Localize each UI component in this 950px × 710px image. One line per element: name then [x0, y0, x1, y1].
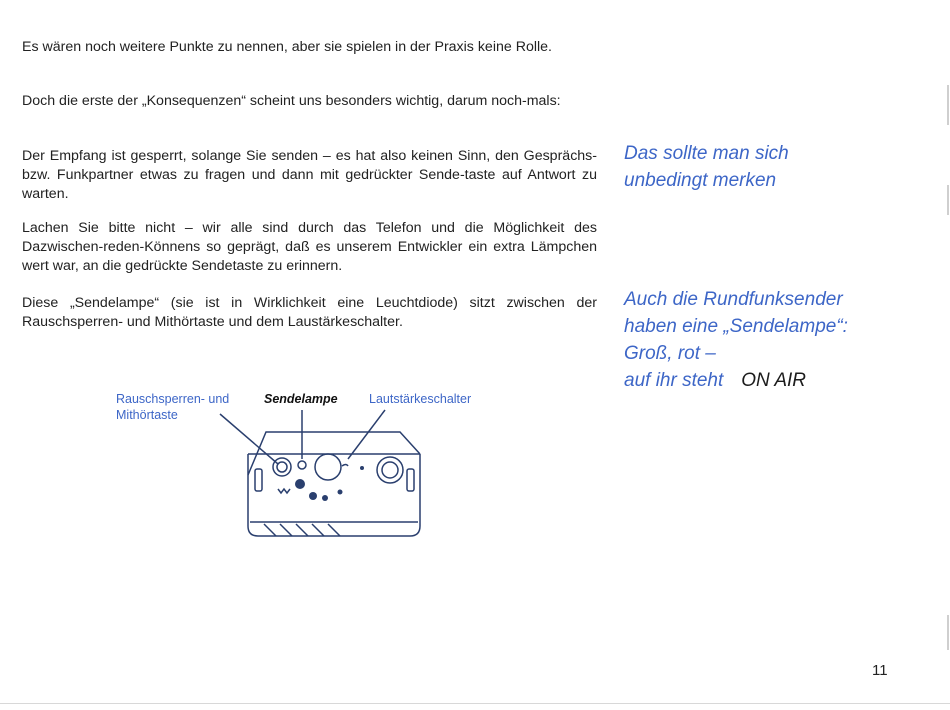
speaker-dot: [295, 479, 305, 489]
margin-note-important: [624, 140, 789, 194]
margin-note-line-last: [624, 367, 848, 394]
paragraph-4: Lachen Sie bitte nicht – wir alle sind durch das Telefon und die Möglichkeit des Dazwischen-reden-Könnens so geprägt, daß es unserem Entwickler ein extra Lämpchen wert war, an die gedrückte Sendetaste zu erinnern.: [22, 220, 597, 274]
page-edge-mark: [947, 615, 949, 650]
volume-pointer: [342, 465, 348, 467]
margin-note-line: Groß, rot –: [624, 343, 716, 364]
side-knob-right: [407, 469, 414, 491]
radio-device-illustration: [200, 404, 460, 544]
speaker-dot: [309, 492, 317, 500]
volume-knob: [315, 454, 341, 480]
paragraph-5: Diese „Sendelampe“ (sie ist in Wirklichkeit eine Leuchtdiode) sitzt zwischen der Rauschsperren- und Mithörtaste und dem Laustärkeschalter.: [22, 295, 597, 330]
page-bottom-rule: [0, 703, 950, 704]
page-edge-mark: [947, 85, 949, 125]
page-edge-mark: [947, 185, 949, 215]
paragraph-1: Es wären noch weitere Punkte zu nennen, aber sie spielen in der Praxis keine Rolle.: [22, 39, 552, 55]
label-line: Mithörtaste: [116, 408, 178, 422]
margin-note-line: unbedingt merken: [624, 170, 777, 191]
squelch-button-outer: [273, 458, 291, 476]
side-knob-left: [255, 469, 262, 491]
on-air-text: ON AIR: [741, 370, 807, 391]
label-line: Rauschsperren- und: [116, 392, 230, 406]
antenna-symbol-icon: [278, 489, 290, 493]
device-body-outline: [248, 454, 420, 536]
page-number: 11: [872, 662, 888, 679]
paragraph-3: Der Empfang ist gesperrt, solange Sie senden – es hat also keinen Sinn, den Gesprächs- bzw. Funkpartner etwas zu fragen und dann mit gedrückter Sende-taste auf Antwort zu warten.: [22, 148, 597, 202]
vent-slots: [264, 524, 340, 536]
margin-note-line: Das sollte man sich: [624, 143, 789, 164]
label-transmit-lamp: Sendelampe: [264, 392, 338, 406]
pointer-line-right: [348, 410, 385, 459]
speaker-dot: [360, 466, 364, 470]
label-volume-switch: Lautstärkeschalter: [369, 392, 472, 406]
transmit-lamp-led: [298, 461, 306, 469]
paragraph-2: Doch die erste der „Konsequenzen“ scheint uns besonders wichtig, darum noch-mals:: [22, 93, 561, 109]
speaker-dot: [322, 495, 328, 501]
channel-knob-inner: [382, 462, 398, 478]
margin-note-radio: [624, 286, 848, 394]
margin-note-line: Auch die Rundfunksender: [624, 289, 843, 310]
channel-knob-outer: [377, 457, 403, 483]
pointer-line-left: [220, 414, 278, 464]
margin-note-text: auf ihr steht: [624, 370, 724, 391]
margin-note-line: haben eine „Sendelampe“:: [624, 316, 848, 337]
squelch-button-inner: [277, 462, 287, 472]
speaker-dot: [338, 490, 343, 495]
